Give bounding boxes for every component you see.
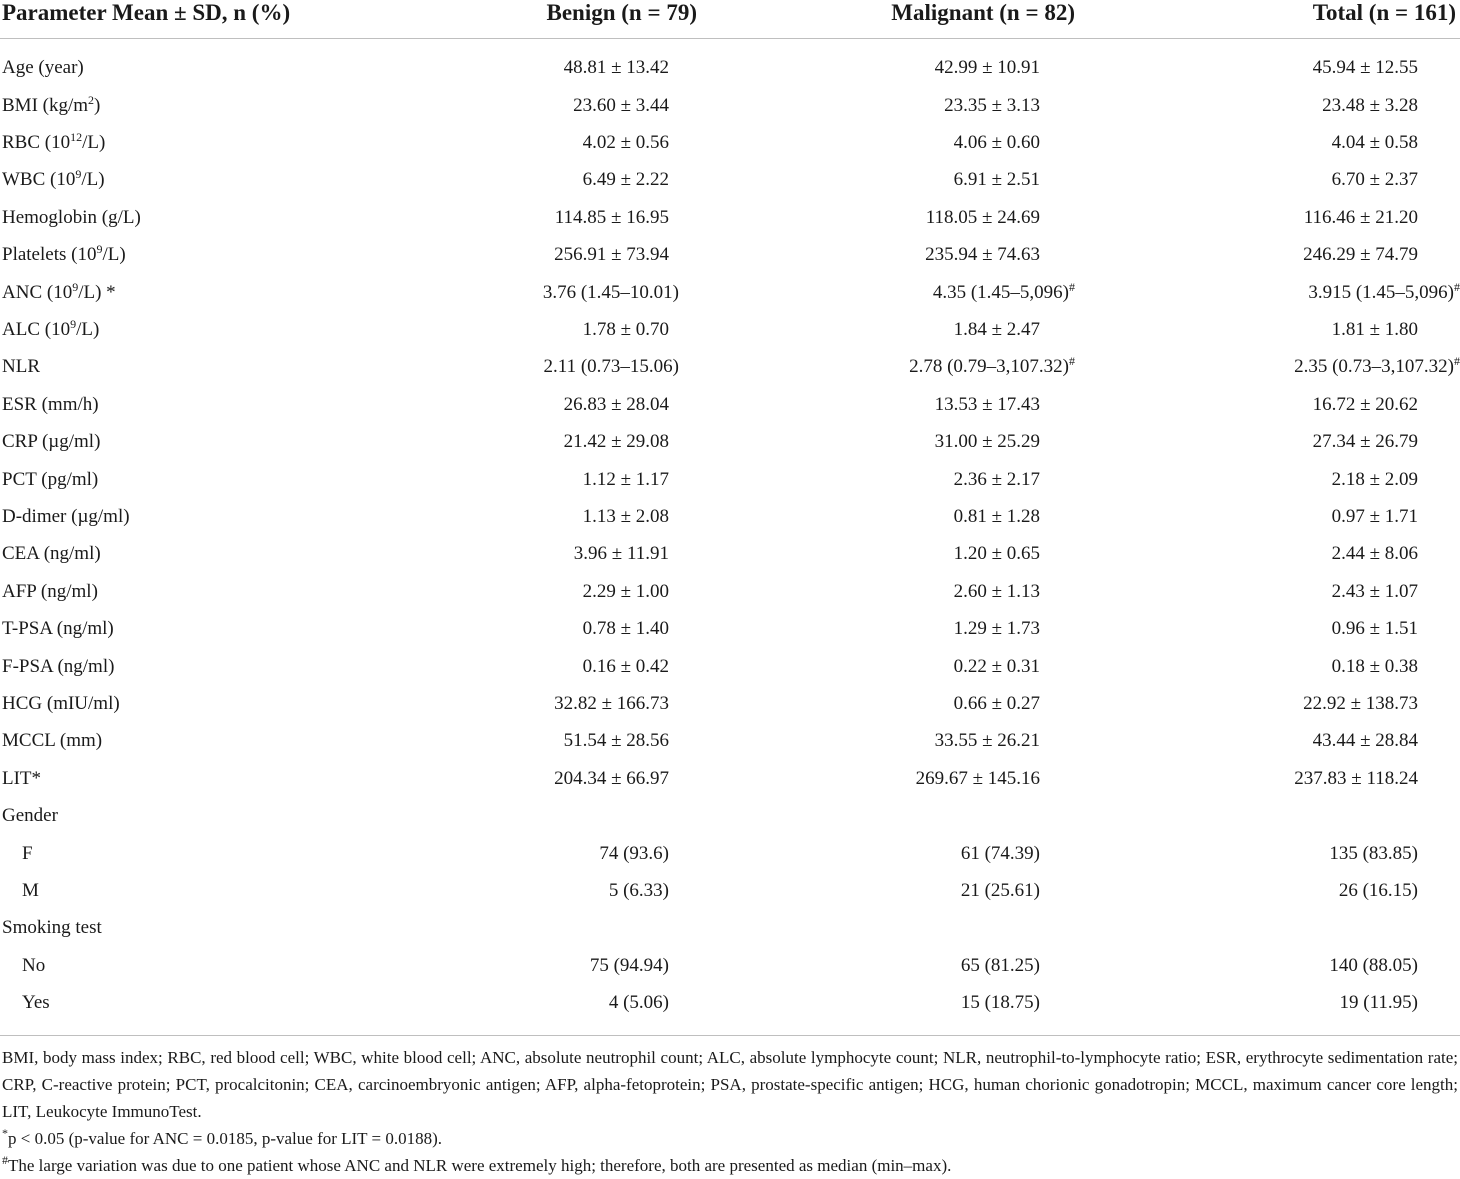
- cell-malignant: [805, 349, 1175, 386]
- footnote-hash-text: The large variation was due to one patient whose ANC and NLR were extremely high; therefore, both are presented as median (min–max).: [8, 1156, 952, 1175]
- parameter-name-text: Platelets (10: [2, 244, 97, 266]
- cell-benign: 2.29 ± 1.00: [582, 580, 669, 602]
- cell-malignant: [805, 910, 1175, 947]
- cell-total: 237.83 ± 118.24: [1294, 767, 1418, 789]
- parameter-unit-exponent: 9: [70, 317, 77, 332]
- row-parameter-name: LIT*: [2, 767, 42, 789]
- parameter-unit-exponent: 12: [70, 130, 83, 145]
- table-row: [0, 648, 1460, 685]
- row-parameter-name: [0, 274, 420, 311]
- cell-malignant: 0.22 ± 0.31: [953, 655, 1040, 677]
- parameter-unit-exponent: 9: [75, 167, 82, 182]
- cell-total: 22.92 ± 138.73: [1303, 692, 1418, 714]
- cell-value: 3.915 (1.45–5,096): [1308, 281, 1454, 303]
- cell-value: 4.35 (1.45–5,096): [932, 281, 1069, 303]
- cell-malignant: 235.94 ± 74.63: [925, 244, 1040, 266]
- table-row: [0, 124, 1460, 161]
- cell-benign: 4 (5.06): [608, 992, 669, 1014]
- parameter-name-text: BMI (kg/m: [2, 94, 89, 116]
- cell-benign: 23.60 ± 3.44: [573, 94, 669, 116]
- cell-malignant: 61 (74.39): [960, 842, 1040, 864]
- cell-benign: 0.16 ± 0.42: [582, 655, 669, 677]
- row-parameter-name: F-PSA (ng/ml): [2, 655, 115, 677]
- cell-malignant: 118.05 ± 24.69: [925, 206, 1040, 228]
- table-row: [0, 947, 1460, 984]
- table-row: [0, 424, 1460, 461]
- table-row: [0, 573, 1460, 610]
- cell-benign: 3.76 (1.45–10.01): [542, 281, 679, 303]
- parameter-unit-exponent: 2: [88, 92, 95, 107]
- row-parameter-name: [0, 124, 420, 161]
- footnote-star-mark: *: [2, 1126, 8, 1140]
- parameter-name-suffix: /L): [102, 244, 126, 266]
- cell-malignant: [805, 797, 1175, 834]
- cell-value: 2.35 (0.73–3,107.32): [1294, 356, 1454, 378]
- cell-benign: 3.96 ± 11.91: [573, 543, 669, 565]
- row-parameter-name: [0, 237, 420, 274]
- cell-total: 23.48 ± 3.28: [1322, 94, 1418, 116]
- row-parameter-name: F: [22, 842, 33, 864]
- cell-benign: 48.81 ± 13.42: [563, 57, 669, 78]
- cell-malignant: 33.55 ± 26.21: [934, 730, 1040, 752]
- parameter-name-text: WBC (10: [2, 169, 76, 191]
- row-parameter-name: CEA (ng/ml): [2, 543, 101, 565]
- cell-benign: 6.49 ± 2.22: [582, 169, 669, 191]
- cell-malignant: [805, 274, 1175, 311]
- table-row: [0, 87, 1460, 124]
- cell-benign: 1.78 ± 0.70: [582, 319, 669, 341]
- cell-total: 2.43 ± 1.07: [1331, 580, 1418, 602]
- row-parameter-name: NLR: [2, 356, 40, 378]
- table-row: [0, 872, 1460, 909]
- footnote-hash-ref: #: [1454, 354, 1460, 369]
- cell-total: 2.18 ± 2.09: [1331, 468, 1418, 490]
- parameter-name-text: RBC (10: [2, 132, 71, 154]
- cell-total: 2.44 ± 8.06: [1331, 543, 1418, 565]
- cell-total: 19 (11.95): [1339, 992, 1418, 1014]
- row-parameter-name: HCG (mIU/ml): [2, 692, 120, 714]
- cell-total: 1.81 ± 1.80: [1331, 319, 1418, 341]
- table-row: [0, 162, 1460, 199]
- cell-total: 16.72 ± 20.62: [1312, 393, 1418, 415]
- cell-total: [1175, 797, 1460, 834]
- cell-malignant: 13.53 ± 17.43: [934, 393, 1040, 415]
- parameter-name-suffix: /L): [81, 169, 105, 191]
- cell-malignant: 269.67 ± 145.16: [915, 767, 1040, 789]
- cell-benign: 5 (6.33): [608, 879, 669, 901]
- cell-benign: 1.12 ± 1.17: [582, 468, 669, 490]
- footnote-hash-ref: #: [1069, 354, 1075, 369]
- row-parameter-name: No: [22, 954, 46, 976]
- table-body: [0, 39, 1460, 1023]
- cell-benign: 114.85 ± 16.95: [554, 206, 669, 228]
- parameter-name-suffix: /L): [82, 132, 106, 154]
- row-parameter-name: T-PSA (ng/ml): [2, 618, 114, 640]
- cell-total: [1175, 274, 1460, 311]
- cell-malignant: 2.60 ± 1.13: [953, 580, 1040, 602]
- table-row: [0, 237, 1460, 274]
- cell-benign: 32.82 ± 166.73: [554, 692, 669, 714]
- row-parameter-name: [0, 162, 420, 199]
- cell-benign: 2.11 (0.73–15.06): [543, 356, 679, 378]
- cell-total: 0.18 ± 0.38: [1331, 655, 1418, 677]
- row-parameter-name: CRP (µg/ml): [2, 431, 101, 453]
- cell-total: 27.34 ± 26.79: [1312, 431, 1418, 453]
- cell-malignant: 1.20 ± 0.65: [953, 543, 1040, 565]
- cell-total: 45.94 ± 12.55: [1312, 57, 1418, 78]
- table-row: [0, 536, 1460, 573]
- cell-total: 0.96 ± 1.51: [1331, 618, 1418, 640]
- cell-malignant: 2.36 ± 2.17: [953, 468, 1040, 490]
- cell-malignant: 15 (18.75): [960, 992, 1040, 1014]
- table-row: [0, 39, 1460, 88]
- cell-benign: 51.54 ± 28.56: [563, 730, 669, 752]
- cell-malignant: 31.00 ± 25.29: [934, 431, 1040, 453]
- row-parameter-name: Gender: [2, 805, 58, 827]
- cell-total: [1175, 910, 1460, 947]
- header-parameter: Parameter Mean ± SD, n (%): [0, 0, 420, 39]
- cell-malignant: 0.66 ± 0.27: [953, 692, 1040, 714]
- footnote-star-text: p < 0.05 (p-value for ANC = 0.0185, p-value for LIT = 0.0188).: [8, 1129, 443, 1148]
- cell-malignant: 1.84 ± 2.47: [953, 319, 1040, 341]
- table-row: [0, 984, 1460, 1022]
- cell-total: 116.46 ± 21.20: [1303, 206, 1418, 228]
- table-row: [0, 461, 1460, 498]
- row-parameter-name: PCT (pg/ml): [2, 468, 99, 490]
- cell-total: 246.29 ± 74.79: [1303, 244, 1418, 266]
- cell-malignant: 42.99 ± 10.91: [934, 57, 1040, 78]
- cell-benign: 75 (94.94): [589, 954, 669, 976]
- cell-malignant: 1.29 ± 1.73: [953, 618, 1040, 640]
- row-parameter-name: Yes: [22, 992, 50, 1014]
- row-parameter-name: MCCL (mm): [2, 730, 103, 752]
- cell-malignant: 23.35 ± 3.13: [944, 94, 1040, 116]
- footnote-abbreviations: BMI, body mass index; RBC, red blood cell; WBC, white blood cell; ANC, absolute neutrophil count; ALC, absolute lymphocyte count; NLR, neutrophil-to-lymphocyte ratio; ESR, erythrocyte sedimentation rate; CRP, C-reactive protein; PCT, procalcitonin; CEA, carcinoembryonic antigen; AFP, alpha-fetoprotein; PSA, prostate-specific antigen; HCG, human chorionic gonadotropin; MCCL, maximum cancer core length; LIT, Leukocyte ImmunoTest.: [2, 1048, 1458, 1121]
- table-row: [0, 835, 1460, 872]
- footnote-hash-ref: #: [1069, 279, 1075, 294]
- cell-benign: [420, 797, 805, 834]
- parameter-unit-exponent: 9: [72, 279, 79, 294]
- footnote-hash-ref: #: [1454, 279, 1460, 294]
- table-footnotes: [2, 1044, 1458, 1179]
- footnote-median-note: [2, 1152, 1458, 1179]
- cell-total: 43.44 ± 28.84: [1312, 730, 1418, 752]
- parameter-name-suffix: ): [94, 94, 101, 116]
- cell-malignant: 6.91 ± 2.51: [953, 169, 1040, 191]
- table-row: [0, 723, 1460, 760]
- row-parameter-name: D-dimer (µg/ml): [2, 505, 130, 527]
- table-row: [0, 311, 1460, 348]
- header-benign: Benign (n = 79): [420, 0, 805, 39]
- row-parameter-name: AFP (ng/ml): [2, 580, 98, 602]
- row-parameter-name: Age (year): [2, 57, 84, 78]
- cell-value: 2.78 (0.79–3,107.32): [909, 356, 1069, 378]
- cell-malignant: 4.06 ± 0.60: [953, 132, 1040, 154]
- cell-total: 4.04 ± 0.58: [1331, 132, 1418, 154]
- table-row: [0, 386, 1460, 423]
- cell-benign: 0.78 ± 1.40: [582, 618, 669, 640]
- cell-benign: 204.34 ± 66.97: [554, 767, 669, 789]
- footnote-significance: [2, 1125, 1458, 1152]
- cell-total: 26 (16.15): [1338, 879, 1418, 901]
- header-malignant: Malignant (n = 82): [805, 0, 1175, 39]
- table-row: [0, 760, 1460, 797]
- parameter-name-text: ANC (10: [2, 281, 73, 303]
- table-row: [0, 349, 1460, 386]
- parameter-name-suffix: /L): [76, 319, 100, 341]
- table-row: [0, 274, 1460, 311]
- header-row: [0, 0, 1460, 39]
- cell-malignant: 65 (81.25): [960, 954, 1040, 976]
- row-parameter-name: [0, 87, 420, 124]
- table-row: [0, 610, 1460, 647]
- footnote-hash-mark: #: [2, 1153, 8, 1167]
- cell-benign: [420, 910, 805, 947]
- table-row: [0, 797, 1460, 834]
- cell-total: [1175, 349, 1460, 386]
- cell-benign: 21.42 ± 29.08: [563, 431, 669, 453]
- table-row: [0, 685, 1460, 722]
- parameter-name-text: ALC (10: [2, 319, 71, 341]
- cell-benign: 256.91 ± 73.94: [554, 244, 669, 266]
- cell-total: 135 (83.85): [1329, 842, 1418, 864]
- cell-benign: 4.02 ± 0.56: [582, 132, 669, 154]
- table-row: [0, 498, 1460, 535]
- cell-total: 0.97 ± 1.71: [1331, 505, 1418, 527]
- cell-total: 6.70 ± 2.37: [1331, 169, 1418, 191]
- table-bottom-rule: [0, 1035, 1460, 1036]
- cell-benign: 1.13 ± 2.08: [582, 505, 669, 527]
- row-parameter-name: Smoking test: [2, 917, 102, 939]
- row-parameter-name: ESR (mm/h): [2, 393, 99, 415]
- table-row: [0, 910, 1460, 947]
- cell-malignant: 0.81 ± 1.28: [953, 505, 1040, 527]
- table-row: [0, 199, 1460, 236]
- cell-benign: 74 (93.6): [599, 842, 669, 864]
- cell-total: 140 (88.05): [1329, 954, 1418, 976]
- row-parameter-name: M: [22, 879, 39, 901]
- cell-benign: 26.83 ± 28.04: [563, 393, 669, 415]
- parameter-name-suffix: /L) *: [78, 281, 116, 303]
- parameter-unit-exponent: 9: [96, 242, 103, 257]
- row-parameter-name: [0, 311, 420, 348]
- cell-malignant: 21 (25.61): [960, 879, 1040, 901]
- table-header: [0, 0, 1460, 39]
- row-parameter-name: Hemoglobin (g/L): [2, 206, 141, 228]
- header-total: Total (n = 161): [1175, 0, 1460, 39]
